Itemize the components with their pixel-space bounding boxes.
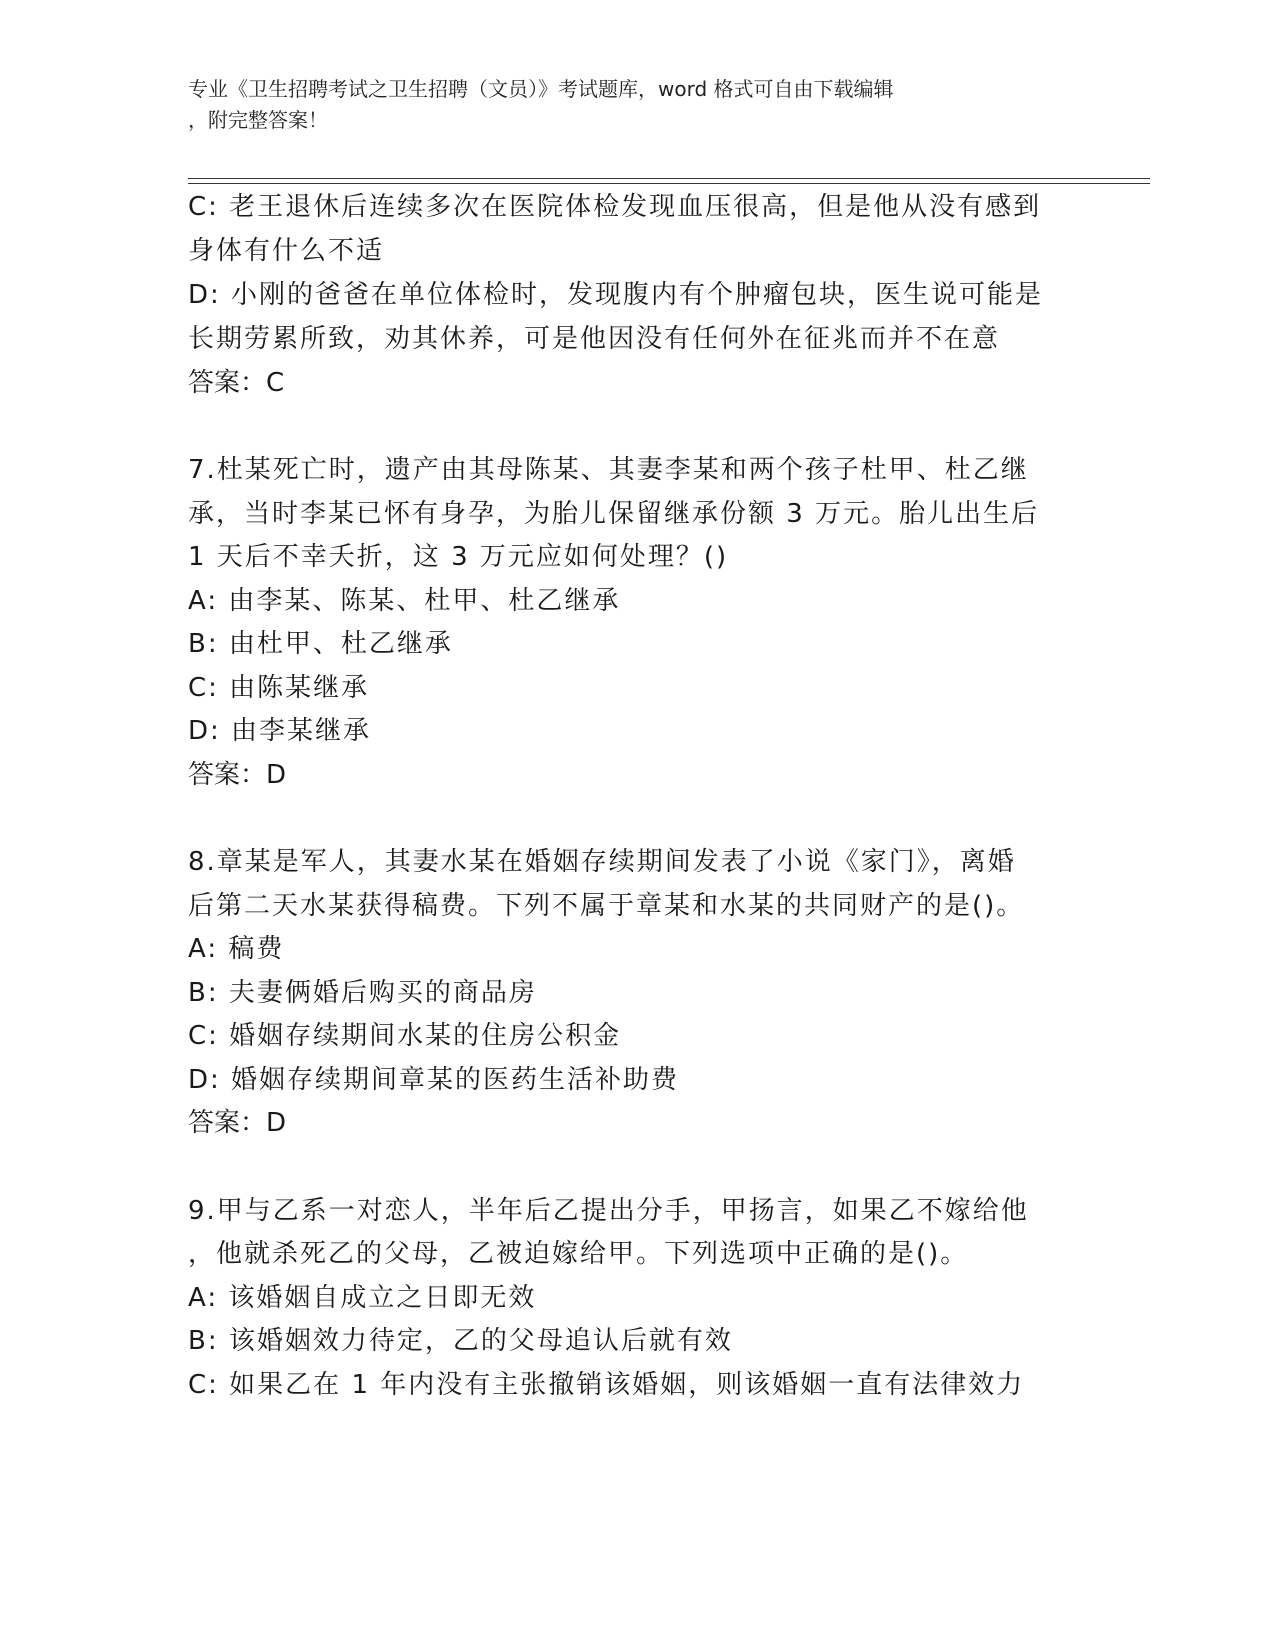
question-line: 9.甲与乙系一对恋人，半年后乙提出分手，甲扬言，如果乙不嫁给他 — [188, 1196, 1029, 1226]
header-rule-bottom — [188, 183, 1150, 184]
answer-line: 答案：D — [188, 760, 287, 790]
header-line-1: 专业《卫生招聘考试之卫生招聘（文员）》考试题库，word 格式可自由下载编辑 — [188, 77, 894, 101]
option-line: D: 由李某继承 — [188, 716, 372, 746]
text-line: 身体有什么不适 — [188, 236, 385, 266]
option-line: C: 由陈某继承 — [188, 673, 370, 703]
question-line: 承，当时李某已怀有身孕，为胎儿保留继承份额 3 万元。胎儿出生后 — [188, 499, 1040, 529]
option-line: B: 由杜甲、杜乙继承 — [188, 629, 453, 659]
header-line-2: ，附完整答案！ — [188, 108, 328, 132]
header-rule-top — [188, 178, 1150, 179]
option-line: A: 稿费 — [188, 934, 285, 964]
question-line: 8.章某是军人，其妻水某在婚姻存续期间发表了小说《家门》，离婚 — [188, 847, 1016, 877]
question-line: ，他就杀死乙的父母，乙被迫嫁给甲。下列选项中正确的是()。 — [188, 1239, 969, 1269]
answer-line: 答案：D — [188, 1108, 287, 1138]
text-line: D: 小刚的爸爸在单位体检时，发现腹内有个肿瘤包块，医生说可能是 — [188, 280, 1044, 310]
option-line: B: 夫妻俩婚后购买的商品房 — [188, 978, 537, 1008]
question-line: 后第二天水某获得稿费。下列不属于章某和水某的共同财产的是()。 — [188, 891, 1025, 921]
option-line: B: 该婚姻效力待定，乙的父母追认后就有效 — [188, 1326, 733, 1356]
answer-line: 答案：C — [188, 368, 285, 398]
option-line: D: 婚姻存续期间章某的医药生活补助费 — [188, 1065, 680, 1095]
question-line: 7.杜某死亡时，遗产由其母陈某、其妻李某和两个孩子杜甲、杜乙继 — [188, 455, 1029, 485]
option-line: C: 婚姻存续期间水某的住房公积金 — [188, 1021, 622, 1051]
option-line: A: 该婚姻自成立之日即无效 — [188, 1283, 537, 1313]
text-line: 长期劳累所致，劝其休养，可是他因没有任何外在征兆而并不在意 — [188, 324, 1001, 354]
text-line: C: 老王退休后连续多次在医院体检发现血压很高，但是他从没有感到 — [188, 192, 1042, 222]
document-header — [188, 74, 1068, 136]
option-line: A: 由李某、陈某、杜甲、杜乙继承 — [188, 586, 621, 616]
question-line: 1 天后不幸夭折，这 3 万元应如何处理？() — [188, 542, 729, 572]
option-line: C: 如果乙在 1 年内没有主张撤销该婚姻，则该婚姻一直有法律效力 — [188, 1370, 1025, 1400]
